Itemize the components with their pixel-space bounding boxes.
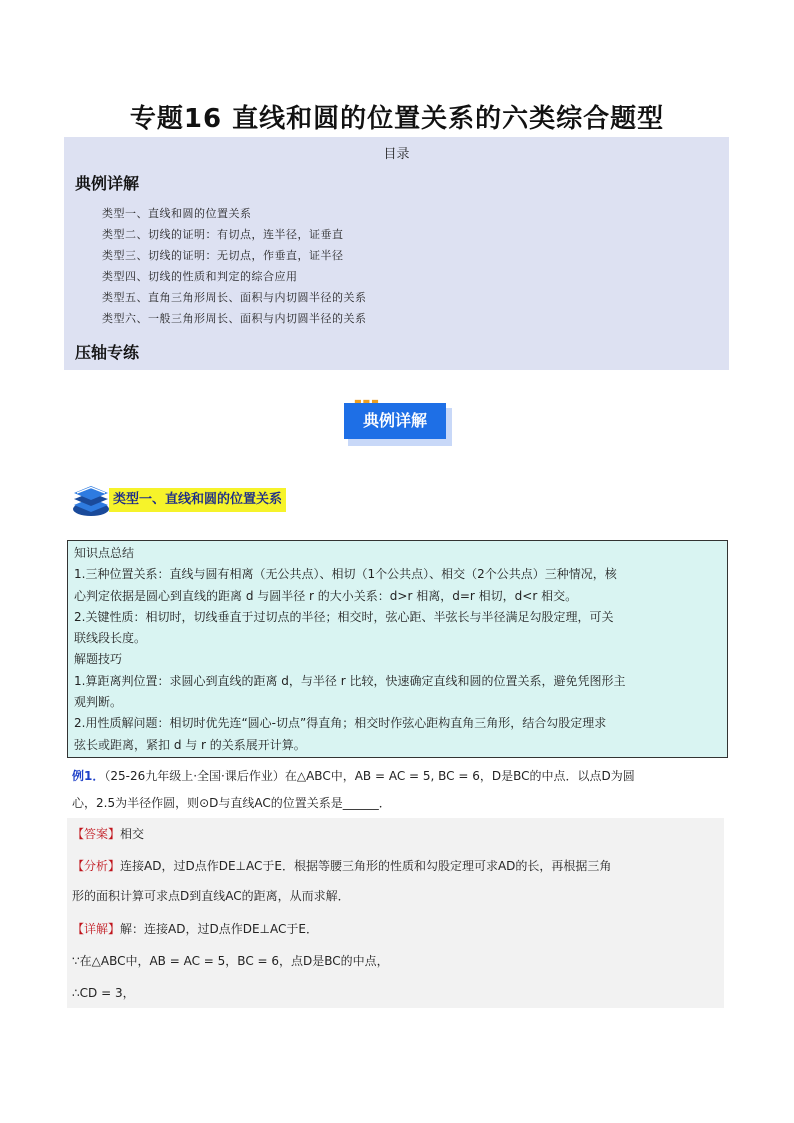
toc-item-type1[interactable]: 类型一、直线和圆的位置关系 [102,207,252,220]
answer-text: 相交 [120,827,145,841]
answer-tag: 【答案】 [72,827,121,841]
detail-tag: 【详解】 [72,922,121,936]
kbox-line: 观判断。 [74,695,123,710]
toc-item-type6[interactable]: 类型六、一般三角形周长、面积与内切圆半径的关系 [102,312,367,325]
section-badge [344,403,446,439]
kbox-line: 1.三种位置关系：直线与圆有相离（无公共点）、相切（1个公共点）、相交（2个公共点）三种情况，核 [74,567,617,582]
answer-row [72,818,720,850]
analysis-tag: 【分析】 [72,859,121,873]
toc-section-examples[interactable]: 典例详解 [75,174,140,193]
detail-step-2: ∴CD = 3， [72,986,135,1000]
toc-item-type4[interactable]: 类型四、切线的性质和判定的综合应用 [102,270,298,283]
kbox-line: 2.用性质解问题：相切时优先连“圆心-切点”得直角；相交时作弦心距构直角三角形，结合勾股定理求 [74,716,607,731]
kbox-line: 联线段长度。 [74,631,147,646]
kbox-line: 1.算距离判位置：求圆心到直线的距离 d，与半径 r 比较，快速确定直线和圆的位置关系，避免凭图形主 [74,673,626,688]
badge-label: 典例详解 [344,403,446,439]
kbox-line: 弦长或距离，紧扣 d 与 r 的关系展开计算。 [74,737,306,752]
example-text: （25-26九年级上·全国·课后作业）在△ABC中，AB = AC = 5, BC = 6，D是BC的中点．以点D为圆 [104,769,635,783]
kbox-line: 2.关键性质：相切时，切线垂直于过切点的半径；相交时，弦心距、半弦长与半径满足勾股定理，可关 [74,609,614,624]
detail-row [72,913,720,945]
example-1 [72,760,724,819]
toc-item-type5[interactable]: 类型五、直角三角形周长、面积与内切圆半径的关系 [102,291,367,304]
stacked-books-icon [72,483,110,517]
kbox-line: 心判定依据是圆心到直线的距离 d 与圆半径 r 的大小关系：d>r 相离，d=r 相切，d<r 相交。 [74,588,578,603]
analysis-text: 连接AD，过D点作DE⊥AC于E．根据等腰三角形的性质和勾股定理可求AD的长，再根据三角 [120,859,612,873]
type1-heading: 类型一、直线和圆的位置关系 [109,488,286,512]
example-line-2: 心，2.5为半径作圆，则⊙D与直线AC的位置关系是______． [72,796,391,810]
toc-item-type3[interactable]: 类型三、切线的证明：无切点，作垂直，证半径 [102,249,344,262]
analysis-row-2: 形的面积计算可求点D到直线AC的距离，从而求解． [72,889,350,903]
detail-text: 解：连接AD，过D点作DE⊥AC于E． [120,922,318,936]
detail-step-1: ∵在△ABC中，AB = AC = 5，BC = 6，点D是BC的中点， [72,954,389,968]
table-of-contents [64,137,729,370]
toc-item-type2[interactable]: 类型二、切线的证明：有切点，连半径，证垂直 [102,228,344,241]
kbox-line: 解题技巧 [74,652,123,667]
page-title: 专题16 直线和圆的位置关系的六类综合题型 [129,104,665,134]
example-number: 例1． [72,769,105,783]
kbox-line: 知识点总结 [74,546,135,560]
toc-section-challenge[interactable]: 压轴专练 [75,343,140,362]
answer-box [67,818,724,1008]
toc-heading: 目录 [383,147,410,162]
analysis-row [72,850,720,882]
knowledge-summary-box [67,540,728,758]
